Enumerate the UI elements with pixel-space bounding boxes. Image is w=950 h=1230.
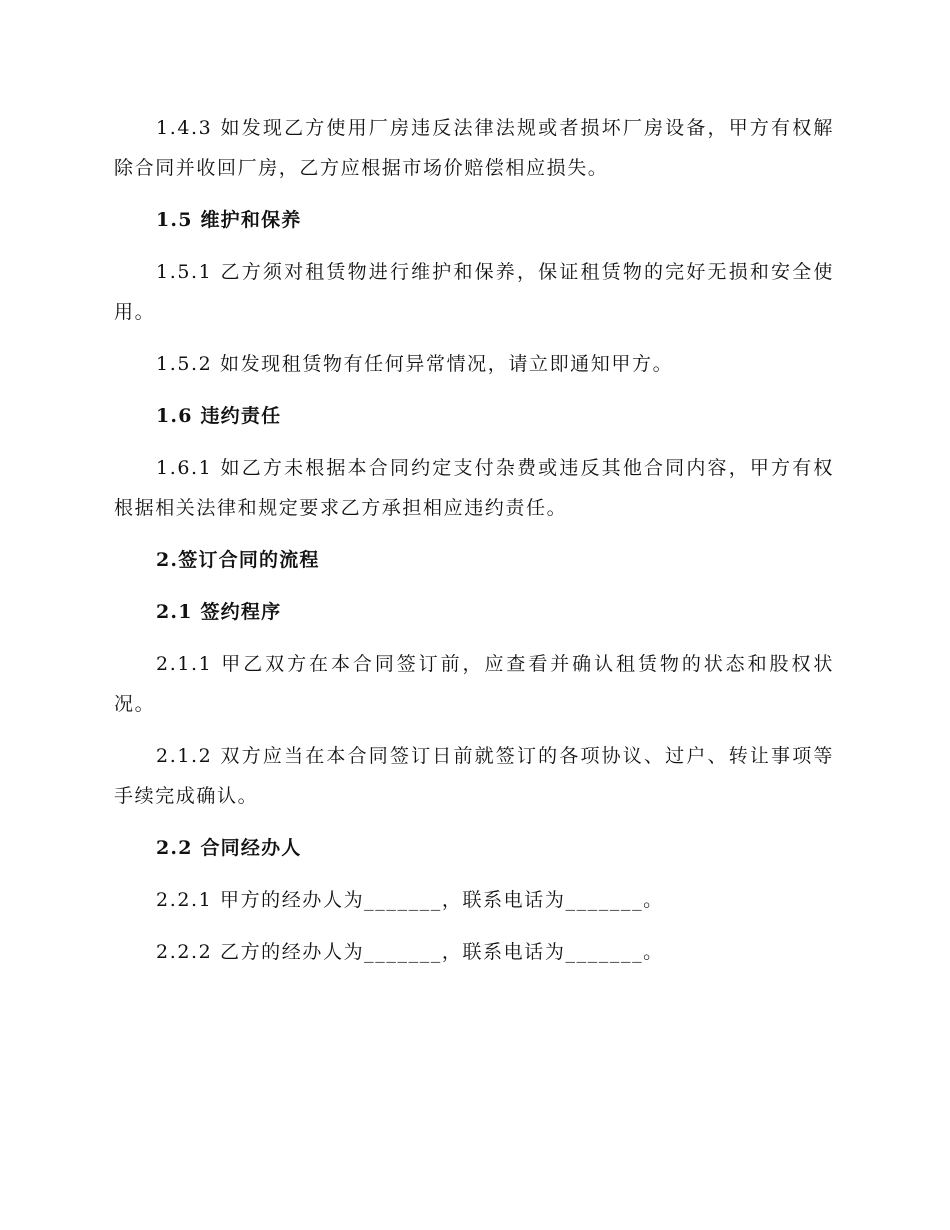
section-heading-2: 2.签订合同的流程 xyxy=(156,549,320,571)
clause-1-5-2: 1.5.2 如发现租赁物有任何异常情况，请立即通知甲方。 xyxy=(156,353,674,375)
section-heading-2-1: 2.1 签约程序 xyxy=(156,601,282,623)
section-heading-2-2: 2.2 合同经办人 xyxy=(156,837,302,859)
clause-1-5-1: 1.5.1 乙方须对租赁物进行维护和保养，保证租赁物的完好无损和安全使用。 xyxy=(114,261,834,323)
section-heading-1-5: 1.5 维护和保养 xyxy=(156,209,302,231)
document-body xyxy=(114,108,834,984)
clause-2-2-1: 2.2.1 甲方的经办人为_______，联系电话为_______。 xyxy=(156,889,664,911)
clause-1-6-1: 1.6.1 如乙方未根据本合同约定支付杂费或违反其他合同内容，甲方有权根据相关法律和规定要求乙方承担相应违约责任。 xyxy=(114,457,834,519)
clause-2-1-1: 2.1.1 甲乙双方在本合同签订前，应查看并确认租赁物的状态和股权状况。 xyxy=(114,653,834,715)
clause-1-4-3: 1.4.3 如发现乙方使用厂房违反法律法规或者损坏厂房设备，甲方有权解除合同并收回厂房，乙方应根据市场价赔偿相应损失。 xyxy=(114,117,834,179)
clause-2-1-2: 2.1.2 双方应当在本合同签订日前就签订的各项协议、过户、转让事项等手续完成确认。 xyxy=(114,745,834,807)
clause-2-2-2: 2.2.2 乙方的经办人为_______，联系电话为_______。 xyxy=(156,941,664,963)
section-heading-1-6: 1.6 违约责任 xyxy=(156,405,282,427)
